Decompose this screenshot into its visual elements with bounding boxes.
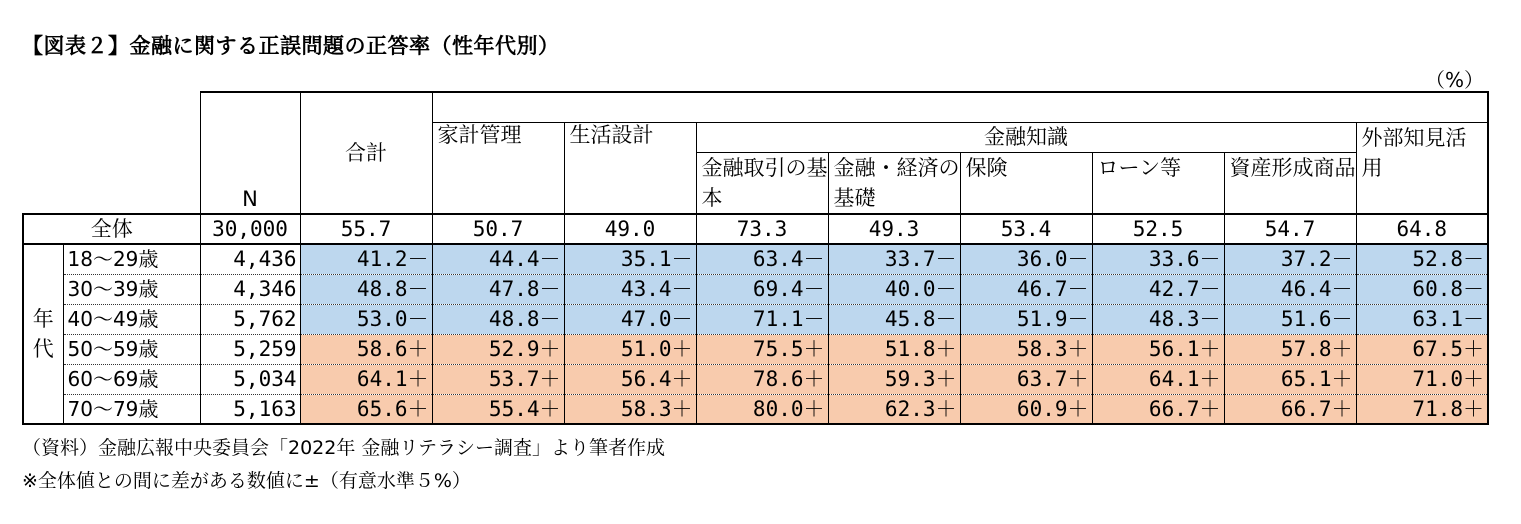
table-cell: 52.8－: [1356, 244, 1488, 274]
table-cell: 58.3＋: [960, 334, 1092, 364]
table-cell: 47.8－: [432, 274, 564, 304]
table-cell: 58.3＋: [564, 394, 696, 424]
table-cell: 55.4＋: [432, 394, 564, 424]
table-cell: 64.1＋: [300, 364, 432, 394]
table-cell: 40.0－: [828, 274, 960, 304]
table-cell: 44.4－: [432, 244, 564, 274]
table-cell: 60.9＋: [960, 394, 1092, 424]
row-n: 5,034: [200, 364, 300, 394]
overall-row: [23, 214, 1488, 244]
table-cell: 71.8＋: [1356, 394, 1488, 424]
table-cell: 63.1－: [1356, 304, 1488, 334]
header-financial-knowledge: 金融知識: [696, 122, 1356, 152]
overall-value: 55.7: [300, 214, 432, 244]
table-cell: 65.1＋: [1224, 364, 1356, 394]
header-external: 外部知見活用: [1356, 122, 1488, 214]
significance-note: ※全体値との間に差がある数値に±（有意水準５%）: [22, 470, 471, 492]
table-cell: 48.3－: [1092, 304, 1224, 334]
table-row: [23, 304, 1488, 334]
table-cell: 53.0－: [300, 304, 432, 334]
header-fk-loans: ローン等: [1092, 152, 1224, 214]
row-n: 5,259: [200, 334, 300, 364]
table-cell: 75.5＋: [696, 334, 828, 364]
table-cell: 67.5＋: [1356, 334, 1488, 364]
table-cell: 66.7＋: [1092, 394, 1224, 424]
table-cell: 80.0＋: [696, 394, 828, 424]
table-cell: 51.0＋: [564, 334, 696, 364]
table-cell: 41.2－: [300, 244, 432, 274]
table-cell: 78.6＋: [696, 364, 828, 394]
overall-value: 64.8: [1356, 214, 1488, 244]
table-row: [23, 274, 1488, 304]
table-cell: 51.9－: [960, 304, 1092, 334]
table-cell: 53.7＋: [432, 364, 564, 394]
row-n: 5,163: [200, 394, 300, 424]
table-cell: 66.7＋: [1224, 394, 1356, 424]
table-row: [23, 394, 1488, 424]
table-cell: 46.7－: [960, 274, 1092, 304]
table-cell: 71.0＋: [1356, 364, 1488, 394]
overall-value: 49.0: [564, 214, 696, 244]
table-cell: 69.4－: [696, 274, 828, 304]
results-table: [22, 91, 1489, 425]
table-cell: 47.0－: [564, 304, 696, 334]
table-cell: 71.1－: [696, 304, 828, 334]
unit-label: （%）: [1425, 68, 1485, 92]
table-cell: 35.1－: [564, 244, 696, 274]
table-cell: 52.9＋: [432, 334, 564, 364]
table-cell: 60.8－: [1356, 274, 1488, 304]
overall-value: 73.3: [696, 214, 828, 244]
row-label: 50～59歳: [63, 334, 200, 364]
header-n: N: [200, 92, 300, 214]
row-label: 18～29歳: [63, 244, 200, 274]
row-n: 4,346: [200, 274, 300, 304]
table-cell: 56.4＋: [564, 364, 696, 394]
table-cell: 59.3＋: [828, 364, 960, 394]
row-label: 60～69歳: [63, 364, 200, 394]
group-label-age: 年代: [23, 244, 63, 424]
row-label: 30～39歳: [63, 274, 200, 304]
row-label: 40～49歳: [63, 304, 200, 334]
table-cell: 48.8－: [300, 274, 432, 304]
corner-blank: [23, 92, 200, 214]
header-fk-insurance: 保険: [960, 152, 1092, 214]
table-cell: 43.4－: [564, 274, 696, 304]
table-cell: 42.7－: [1092, 274, 1224, 304]
header-top-band: [432, 92, 1488, 122]
overall-value: 54.7: [1224, 214, 1356, 244]
table-cell: 46.4－: [1224, 274, 1356, 304]
table-cell: 36.0－: [960, 244, 1092, 274]
table-cell: 56.1＋: [1092, 334, 1224, 364]
table-row: [23, 244, 1488, 274]
table-cell: 62.3＋: [828, 394, 960, 424]
source-note: （資料）金融広報中央委員会「2022年 金融リテラシー調査」より筆者作成: [22, 437, 666, 459]
table-cell: 45.8－: [828, 304, 960, 334]
header-fk-economy: 金融・経済の基礎: [828, 152, 960, 214]
overall-value: 50.7: [432, 214, 564, 244]
overall-value: 53.4: [960, 214, 1092, 244]
header-fk-assets: 資産形成商品: [1224, 152, 1356, 214]
table-cell: 57.8＋: [1224, 334, 1356, 364]
table-cell: 33.6－: [1092, 244, 1224, 274]
row-n: 4,436: [200, 244, 300, 274]
row-n: 5,762: [200, 304, 300, 334]
row-label: 70～79歳: [63, 394, 200, 424]
table-cell: 63.4－: [696, 244, 828, 274]
header-fk-basics: 金融取引の基本: [696, 152, 828, 214]
table-cell: 65.6＋: [300, 394, 432, 424]
overall-n: 30,000: [200, 214, 300, 244]
overall-value: 52.5: [1092, 214, 1224, 244]
table-cell: 63.7＋: [960, 364, 1092, 394]
table-row: [23, 334, 1488, 364]
overall-label: 全体: [23, 214, 200, 244]
header-life-planning: 生活設計: [564, 122, 696, 214]
table-cell: 51.6－: [1224, 304, 1356, 334]
table-cell: 64.1＋: [1092, 364, 1224, 394]
table-cell: 51.8＋: [828, 334, 960, 364]
table-row: [23, 364, 1488, 394]
overall-value: 49.3: [828, 214, 960, 244]
chart-title: 【図表２】金融に関する正誤問題の正答率（性年代別）: [22, 34, 560, 58]
header-total: 合計: [300, 92, 432, 214]
table-cell: 33.7－: [828, 244, 960, 274]
table-cell: 48.8－: [432, 304, 564, 334]
table-cell: 58.6＋: [300, 334, 432, 364]
header-household: 家計管理: [432, 122, 564, 214]
table-cell: 37.2－: [1224, 244, 1356, 274]
